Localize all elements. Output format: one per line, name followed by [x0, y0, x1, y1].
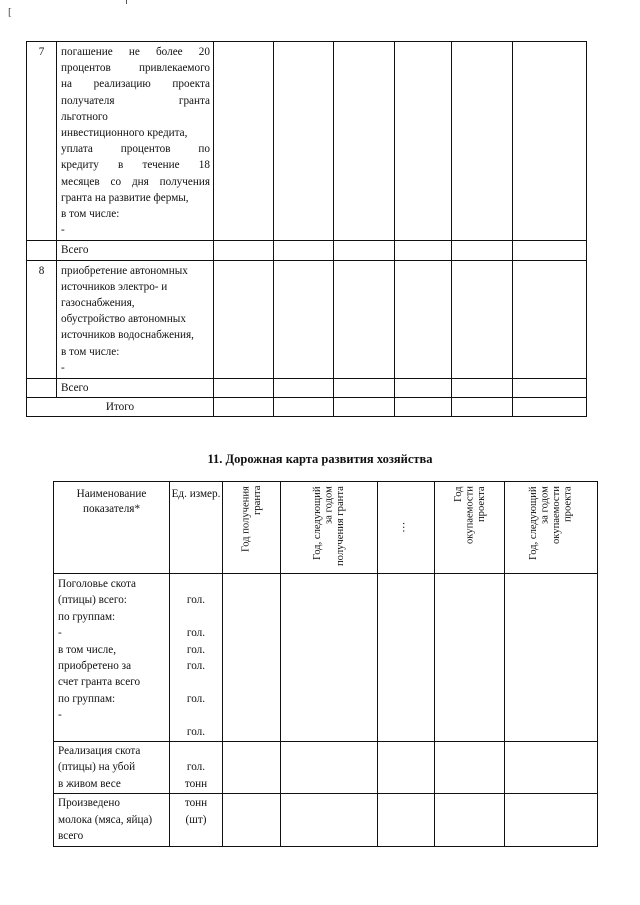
header-year-grant: Год получения гранта — [223, 482, 281, 574]
table-cell[interactable] — [505, 794, 598, 846]
table-cell[interactable] — [334, 260, 395, 378]
table-row — [54, 574, 598, 742]
row-number: 8 — [27, 260, 57, 378]
table-cell[interactable] — [452, 42, 513, 241]
header-row — [54, 482, 598, 574]
table-cell[interactable] — [223, 794, 281, 846]
table-cell[interactable] — [435, 794, 505, 846]
table-cell[interactable] — [505, 574, 598, 742]
table-cell[interactable] — [214, 260, 274, 378]
section-title: 11. Дорожная карта развития хозяйства — [207, 452, 433, 466]
table-cell[interactable] — [435, 574, 505, 742]
table-cell[interactable] — [378, 742, 435, 794]
row-number: 7 — [27, 42, 57, 241]
table-cell[interactable] — [281, 794, 378, 846]
indicator-unit: гол. гол. гол. гол. гол. гол. — [170, 574, 223, 742]
table-cell[interactable] — [452, 379, 513, 398]
row-description: погашение не более 20 процентов привлекаемого на реализацию проекта получателя гранта льготного инвестиционного кредита, уплата процентов по кредиту в течение 18 месяцев со дня получения гранта на развитие фермы, в том числе: - — [57, 42, 214, 241]
table-cell[interactable] — [378, 574, 435, 742]
table-cell[interactable] — [214, 42, 274, 241]
table-cell[interactable] — [505, 742, 598, 794]
table-cell[interactable] — [452, 260, 513, 378]
table-cell[interactable] — [274, 379, 334, 398]
table-cell[interactable] — [334, 398, 395, 417]
indicator-unit: гол. тонн — [170, 742, 223, 794]
table-cell[interactable] — [223, 742, 281, 794]
indicator-name: Реализация скота (птицы) на убой в живом весе — [54, 742, 170, 794]
total-label: Всего — [57, 241, 214, 260]
row-description: приобретение автономных источников электро- и газоснабжения, обустройство автономных источников водоснабжения, в том числе: - — [57, 260, 214, 378]
table-cell[interactable] — [281, 574, 378, 742]
table-cell[interactable] — [334, 42, 395, 241]
table-cell[interactable] — [395, 398, 452, 417]
table-cell — [27, 241, 57, 260]
table-cell[interactable] — [452, 241, 513, 260]
table-cell[interactable] — [395, 260, 452, 378]
header-year-payback: Год окупаемости проекта — [435, 482, 505, 574]
table-cell[interactable] — [281, 742, 378, 794]
table-cell[interactable] — [395, 42, 452, 241]
table-cell[interactable] — [513, 42, 587, 241]
scan-tick — [126, 0, 127, 4]
table-row — [27, 241, 587, 260]
table-row — [27, 42, 587, 241]
table-cell[interactable] — [452, 398, 513, 417]
table-cell[interactable] — [395, 379, 452, 398]
table-row — [27, 379, 587, 398]
table-cell[interactable] — [395, 241, 452, 260]
table-cell[interactable] — [334, 379, 395, 398]
table-cell[interactable] — [214, 398, 274, 417]
table-row — [54, 742, 598, 794]
header-year-next-payback: Год, следующий за годом окупаемости проекта — [505, 482, 598, 574]
table-cell[interactable] — [274, 260, 334, 378]
roadmap-table — [53, 481, 598, 847]
header-year-next-grant: Год, следующий за годом получения гранта — [281, 482, 378, 574]
header-name: Наименование показателя* — [54, 482, 170, 574]
table-cell — [27, 379, 57, 398]
table-cell[interactable] — [513, 260, 587, 378]
table-row — [27, 398, 587, 417]
scan-mark: [ — [8, 6, 12, 18]
table-cell[interactable] — [378, 794, 435, 846]
header-ellipsis: … — [378, 482, 435, 574]
indicator-name: Произведено молока (мяса, яйца) всего — [54, 794, 170, 846]
table-row — [54, 794, 598, 846]
header-unit: Ед. измер. — [170, 482, 223, 574]
table-cell[interactable] — [223, 574, 281, 742]
table-cell[interactable] — [274, 241, 334, 260]
grant-costs-table — [26, 41, 587, 417]
table-cell[interactable] — [274, 398, 334, 417]
table-cell[interactable] — [513, 241, 587, 260]
total-label: Всего — [57, 379, 214, 398]
grand-total-label: Итого — [27, 398, 214, 417]
indicator-unit: тонн (шт) — [170, 794, 223, 846]
table-cell[interactable] — [334, 241, 395, 260]
table-cell[interactable] — [435, 742, 505, 794]
table-cell[interactable] — [274, 42, 334, 241]
table-row — [27, 260, 587, 378]
table-cell[interactable] — [513, 398, 587, 417]
table-cell[interactable] — [214, 241, 274, 260]
indicator-name: Поголовье скота (птицы) всего: по группам: - в том числе, приобретено за счет гранта всего по группам: - — [54, 574, 170, 742]
table-cell[interactable] — [214, 379, 274, 398]
table-cell[interactable] — [513, 379, 587, 398]
